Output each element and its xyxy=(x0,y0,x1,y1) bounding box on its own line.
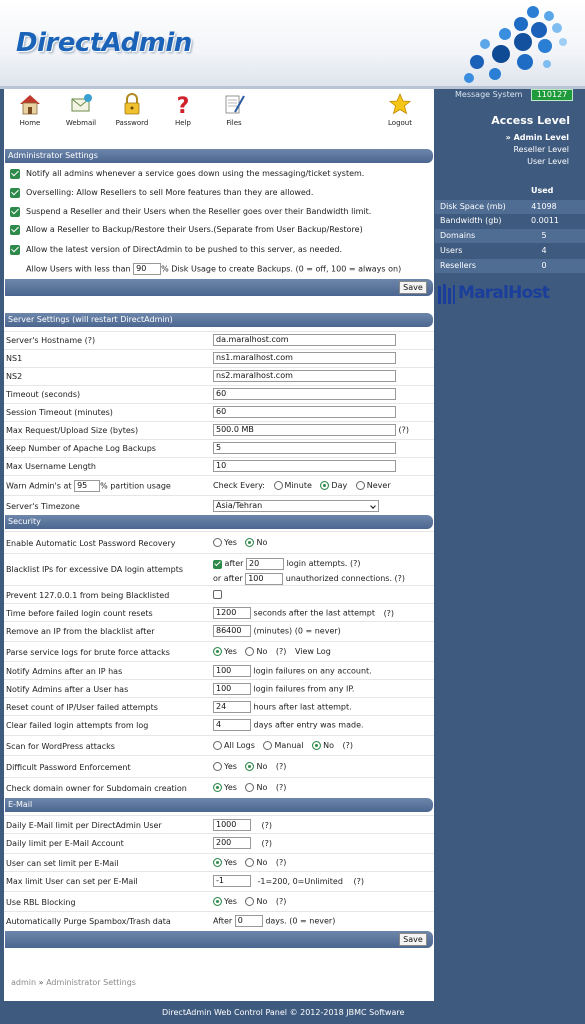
parse-logs-row xyxy=(4,641,434,661)
password-label: Password xyxy=(115,119,149,127)
yes-label: Yes xyxy=(224,538,237,547)
remove-ip-suffix: (minutes) (0 = never) xyxy=(253,626,341,636)
backup-usage-suffix: % Disk Usage to create Backups. (0 = off, 100 = always on) xyxy=(161,264,402,274)
stat-value: 5 xyxy=(541,231,547,240)
fail-reset-label: Time before failed login count resets xyxy=(6,609,153,618)
help-button[interactable] xyxy=(163,92,203,127)
warn-partition-input[interactable]: 95 xyxy=(74,480,100,492)
fail-reset-input[interactable]: 1200 xyxy=(213,607,251,619)
rbl-label: Use RBL Blocking xyxy=(6,898,76,907)
login-attempts-suffix: login attempts. (?) xyxy=(286,559,361,568)
reset-count-label: Reset count of IP/User failed attempts xyxy=(6,703,158,712)
warn-prefix: Warn Admin's at xyxy=(6,481,72,491)
clear-failed-input[interactable]: 4 xyxy=(213,719,251,731)
rbl-help[interactable]: (?) xyxy=(275,897,287,906)
stat-label: Domains xyxy=(440,231,476,240)
purge-spambox-label: Automatically Purge Spambox/Trash data xyxy=(6,917,171,926)
footer xyxy=(0,1001,585,1024)
push-updates-checkbox[interactable] xyxy=(10,245,20,255)
ns2-input[interactable]: ns2.maralhost.com xyxy=(213,370,396,382)
access-level-title: Access Level xyxy=(491,114,570,127)
wp-no-radio[interactable] xyxy=(312,741,321,750)
wordpress-scan-row xyxy=(4,735,434,755)
timezone-row xyxy=(4,495,434,515)
reset-count-input[interactable]: 24 xyxy=(213,701,251,713)
daily-da-limit-input[interactable]: 1000 xyxy=(213,819,251,831)
blacklist-label: Blacklist IPs for excessive DA login attempts xyxy=(6,565,184,574)
daily-account-limit-row xyxy=(4,833,434,853)
home-icon xyxy=(18,92,42,116)
max-request-input[interactable]: 500.0 MB xyxy=(213,424,396,436)
notify-user-input[interactable]: 100 xyxy=(213,683,251,695)
max-username-input[interactable]: 10 xyxy=(213,460,396,472)
webmail-icon xyxy=(69,92,93,116)
backup-usage-row xyxy=(26,263,401,275)
max-user-limit-label: Max limit User can set per E-Mail xyxy=(6,877,138,886)
notify-ip-label: Notify Admins after an IP has xyxy=(6,667,123,676)
rbl-row xyxy=(4,891,434,911)
breadcrumb xyxy=(11,978,136,987)
session-timeout-label: Session Timeout (minutes) xyxy=(6,408,113,417)
stat-value: 0 xyxy=(541,261,547,270)
sidebar xyxy=(435,89,585,1024)
max-username-label: Max Username Length xyxy=(6,462,96,471)
logo-dots-decoration xyxy=(455,2,585,86)
overselling-checkbox[interactable] xyxy=(10,188,20,198)
stat-users xyxy=(435,244,585,258)
check-never-radio[interactable] xyxy=(356,481,365,490)
check-every-label: Check Every: xyxy=(213,481,265,490)
ns2-label: NS2 xyxy=(6,372,23,381)
daily-account-limit-help[interactable]: (?) xyxy=(261,838,273,848)
wordpress-scan-label: Scan for WordPress attacks xyxy=(6,742,115,751)
auto-recovery-yes-radio[interactable] xyxy=(213,538,222,547)
clear-failed-suffix: days after entry was made. xyxy=(253,720,364,730)
difficult-password-help[interactable]: (?) xyxy=(275,762,287,771)
notify-user-row xyxy=(4,679,434,697)
parse-logs-no-radio[interactable] xyxy=(245,647,254,656)
stat-value: 41098 xyxy=(531,202,557,211)
webmail-label: Webmail xyxy=(65,119,97,127)
message-system[interactable] xyxy=(435,89,585,102)
stat-label: Users xyxy=(440,246,463,255)
max-user-limit-row xyxy=(4,871,434,891)
user-set-limit-help[interactable]: (?) xyxy=(275,858,287,867)
user-set-limit-row xyxy=(4,853,434,871)
admin-settings-savebar xyxy=(5,279,433,296)
files-icon xyxy=(222,92,246,116)
yes-label: Yes xyxy=(224,897,237,906)
wp-no-label: No xyxy=(323,741,334,750)
used-header: Used xyxy=(531,186,554,195)
overselling-label: Overselling: Allow Resellers to sell More features than they are allowed. xyxy=(26,188,314,197)
access-user-level[interactable]: User Level xyxy=(527,157,569,166)
notify-ip-input[interactable]: 100 xyxy=(213,665,251,677)
prevent-localhost-row xyxy=(4,585,434,603)
stat-label: Bandwidth (gb) xyxy=(440,216,502,225)
fail-reset-help[interactable]: (?) xyxy=(383,608,395,618)
access-reseller-level[interactable]: Reseller Level xyxy=(513,145,569,154)
logout-label: Logout xyxy=(388,119,412,127)
stat-disk-space xyxy=(435,200,585,214)
user-set-limit-yes-radio[interactable] xyxy=(213,858,222,867)
after-label: after xyxy=(224,559,244,568)
fail-reset-row xyxy=(4,603,434,621)
parse-logs-help[interactable]: (?) xyxy=(275,647,287,656)
home-button[interactable] xyxy=(10,92,50,127)
user-set-limit-label: User can set limit per E-Mail xyxy=(6,859,119,868)
max-request-row xyxy=(4,421,434,439)
stat-domains xyxy=(435,229,585,243)
notify-ip-suffix: login failures on any account. xyxy=(253,666,372,676)
wp-help[interactable]: (?) xyxy=(342,741,354,750)
ns2-row xyxy=(4,367,434,385)
difficult-password-label: Difficult Password Enforcement xyxy=(6,763,131,772)
daily-account-limit-label: Daily limit per E-Mail Account xyxy=(6,839,124,848)
password-button[interactable] xyxy=(112,92,152,127)
view-log-link[interactable]: View Log xyxy=(294,647,331,656)
yes-label: Yes xyxy=(224,858,237,867)
ns1-row xyxy=(4,349,434,367)
toolbar xyxy=(4,89,434,133)
difficult-password-no-radio[interactable] xyxy=(245,762,254,771)
purge-spambox-row xyxy=(4,911,434,931)
login-attempts-input[interactable]: 20 xyxy=(246,558,284,570)
message-count-badge[interactable]: 110127 xyxy=(531,89,573,101)
wp-all-logs-label: All Logs xyxy=(224,741,255,750)
notify-admins-checkbox[interactable] xyxy=(10,169,20,179)
yes-label: Yes xyxy=(224,783,237,792)
breadcrumb-admin-link[interactable]: admin xyxy=(11,978,37,987)
rbl-no-radio[interactable] xyxy=(245,897,254,906)
remove-ip-label: Remove an IP from the blacklist after xyxy=(6,627,155,636)
timeout-label: Timeout (seconds) xyxy=(6,390,81,399)
subdomain-owner-row xyxy=(4,777,434,797)
access-admin-level[interactable]: » Admin Level xyxy=(505,133,569,142)
no-label: No xyxy=(256,647,268,656)
breadcrumb-current: Administrator Settings xyxy=(46,978,136,987)
notify-user-label: Notify Admins after a User has xyxy=(6,685,129,694)
home-label: Home xyxy=(19,119,41,127)
yes-label: Yes xyxy=(224,647,237,656)
hostname-label: Server's Hostname (?) xyxy=(6,336,96,345)
no-label: No xyxy=(256,538,268,547)
remove-ip-input[interactable]: 86400 xyxy=(213,625,251,637)
check-minute-label: Minute xyxy=(284,481,312,490)
stat-label: Resellers xyxy=(440,261,477,270)
max-request-label: Max Request/Upload Size (bytes) xyxy=(6,426,139,435)
reseller-backup-checkbox[interactable] xyxy=(10,225,20,235)
no-label: No xyxy=(256,783,268,792)
warn-suffix: % partition usage xyxy=(100,481,171,491)
stat-bandwidth xyxy=(435,214,585,228)
subdomain-owner-label: Check domain owner for Subdomain creation xyxy=(6,784,187,793)
prevent-localhost-label: Prevent 127.0.0.1 from being Blacklisted xyxy=(6,591,170,600)
notify-ip-row xyxy=(4,661,434,679)
daily-da-limit-help[interactable]: (?) xyxy=(261,820,273,830)
timeout-input[interactable]: 60 xyxy=(213,388,396,400)
difficult-password-yes-radio[interactable] xyxy=(213,762,222,771)
session-timeout-input[interactable]: 60 xyxy=(213,406,396,418)
files-label: Files xyxy=(226,119,242,127)
hostname-row xyxy=(4,331,434,349)
check-minute-radio[interactable] xyxy=(274,481,283,490)
server-settings-save-button[interactable]: Save xyxy=(399,933,427,946)
stat-resellers xyxy=(435,259,585,273)
max-request-help[interactable]: (?) xyxy=(398,425,410,435)
max-user-limit-suffix: -1=200, 0=Unlimited xyxy=(257,876,343,886)
star-icon xyxy=(388,92,412,116)
blacklist-checkbox[interactable] xyxy=(213,560,222,569)
breadcrumb-separator: » xyxy=(38,978,44,987)
apache-backups-input[interactable]: 5 xyxy=(213,442,396,454)
lock-icon xyxy=(120,92,144,116)
wp-manual-label: Manual xyxy=(274,741,304,750)
unauthorized-connections-suffix: unauthorized connections. (?) xyxy=(285,573,406,583)
prevent-localhost-checkbox[interactable] xyxy=(213,590,222,599)
maralhost-logo-icon xyxy=(438,282,456,306)
main-panel xyxy=(4,133,434,1001)
difficult-password-row xyxy=(4,755,434,777)
session-timeout-row xyxy=(4,403,434,421)
backup-usage-input[interactable]: 90 xyxy=(133,263,161,275)
purge-spambox-suffix: days. (0 = never) xyxy=(265,916,336,926)
suspend-reseller-checkbox[interactable] xyxy=(10,207,20,217)
suspend-reseller-label: Suspend a Reseller and their Users when the Reseller goes over their Bandwidth limit. xyxy=(26,207,372,216)
parse-logs-yes-radio[interactable] xyxy=(213,647,222,656)
check-never-label: Never xyxy=(366,481,391,490)
timezone-select[interactable]: Asia/Tehran xyxy=(213,500,379,512)
user-set-limit-no-radio[interactable] xyxy=(245,858,254,867)
auto-recovery-row xyxy=(4,531,434,553)
clear-failed-row xyxy=(4,715,434,735)
max-username-row xyxy=(4,457,434,475)
clear-failed-label: Clear failed login attempts from log xyxy=(6,721,149,730)
ns1-label: NS1 xyxy=(6,354,23,363)
stat-label: Disk Space (mb) xyxy=(440,202,506,211)
subdomain-owner-no-radio[interactable] xyxy=(245,783,254,792)
admin-settings-save-button[interactable]: Save xyxy=(399,281,427,294)
logout-button[interactable] xyxy=(380,92,420,127)
push-updates-label: Allow the latest version of DirectAdmin to be pushed to this server, as needed. xyxy=(26,245,343,254)
check-day-radio[interactable] xyxy=(320,481,329,490)
blacklist-row xyxy=(4,553,434,585)
server-settings-savebar xyxy=(5,931,433,948)
timezone-label: Server's Timezone xyxy=(6,502,80,511)
purge-after-label: After xyxy=(213,916,233,926)
apache-backups-label: Keep Number of Apache Log Backups xyxy=(6,444,156,453)
auto-recovery-no-radio[interactable] xyxy=(245,538,254,547)
reseller-backup-label: Allow a Reseller to Backup/Restore their Users.(Separate from User Backup/Restore) xyxy=(26,225,363,234)
maralhost-logo-text: MaralHost xyxy=(458,283,550,303)
section-security: Security xyxy=(5,515,433,529)
subdomain-owner-yes-radio[interactable] xyxy=(213,783,222,792)
section-server-settings: Server Settings (will restart DirectAdmin) xyxy=(5,313,433,327)
section-administrator-settings: Administrator Settings xyxy=(5,149,433,163)
daily-account-limit-input[interactable]: 200 xyxy=(213,837,251,849)
webmail-button[interactable] xyxy=(61,92,101,127)
check-day-label: Day xyxy=(331,481,348,490)
notify-admins-label: Notify all admins whenever a service goes down using the messaging/ticket system. xyxy=(26,169,365,178)
header xyxy=(0,0,585,88)
maralhost-logo xyxy=(438,282,578,306)
wp-all-logs-radio[interactable] xyxy=(213,741,222,750)
auto-recovery-label: Enable Automatic Lost Password Recovery xyxy=(6,539,176,548)
files-button[interactable] xyxy=(214,92,254,127)
stat-value: 4 xyxy=(541,246,547,255)
no-label: No xyxy=(256,897,268,906)
subdomain-owner-help[interactable]: (?) xyxy=(275,783,287,792)
apache-backups-row xyxy=(4,439,434,457)
help-icon xyxy=(171,92,195,116)
no-label: No xyxy=(256,762,268,771)
max-user-limit-help[interactable]: (?) xyxy=(353,876,364,886)
notify-user-suffix: login failures from any IP. xyxy=(253,684,355,694)
daily-da-limit-row xyxy=(4,815,434,833)
ns1-input[interactable]: ns1.maralhost.com xyxy=(213,352,396,364)
section-email: E-Mail xyxy=(5,798,433,812)
help-label: Help xyxy=(175,119,191,127)
directadmin-logo[interactable]: DirectAdmin xyxy=(16,28,192,58)
wp-manual-radio[interactable] xyxy=(263,741,272,750)
backup-usage-prefix: Allow Users with less than xyxy=(26,264,131,274)
svg-text:?: ? xyxy=(176,94,190,116)
parse-logs-label: Parse service logs for brute force attacks xyxy=(6,648,170,657)
max-user-limit-input[interactable]: -1 xyxy=(213,875,251,887)
purge-spambox-input[interactable]: 0 xyxy=(235,915,263,927)
footer-copyright: DirectAdmin Web Control Panel © 2012-2018 JBMC Software xyxy=(162,1008,405,1017)
stat-value: 0.0011 xyxy=(531,216,559,225)
rbl-yes-radio[interactable] xyxy=(213,897,222,906)
no-label: No xyxy=(256,858,268,867)
yes-label: Yes xyxy=(224,762,237,771)
timeout-row xyxy=(4,385,434,403)
or-after-label: or after xyxy=(213,573,243,583)
fail-reset-suffix: seconds after the last attempt xyxy=(253,608,376,618)
message-system-label: Message System xyxy=(455,90,523,99)
reset-count-suffix: hours after last attempt. xyxy=(253,702,352,712)
warn-partition-row xyxy=(4,475,434,495)
hostname-input[interactable]: da.maralhost.com xyxy=(213,334,396,346)
remove-ip-row xyxy=(4,621,434,641)
unauthorized-connections-input[interactable]: 100 xyxy=(245,573,283,585)
daily-da-limit-label: Daily E-Mail limit per DirectAdmin User xyxy=(6,821,162,830)
reset-count-row xyxy=(4,697,434,715)
